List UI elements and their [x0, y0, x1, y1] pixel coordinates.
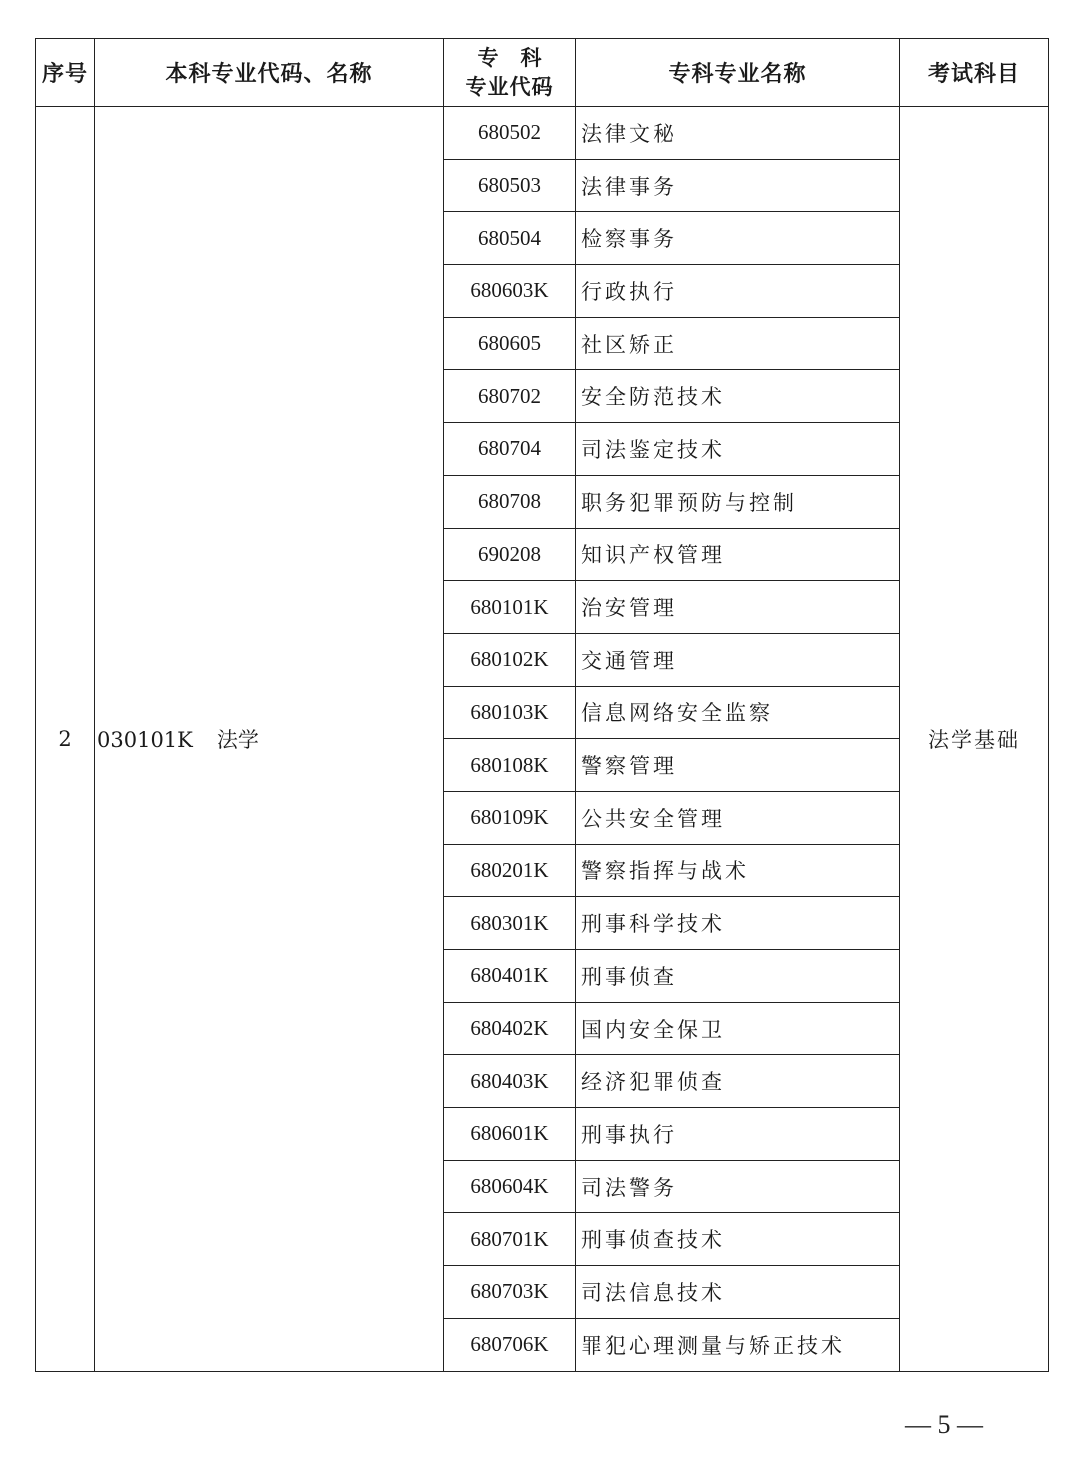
college-name-cell: 社区矫正 — [576, 317, 900, 370]
undergrad-major-code: 030101K — [97, 727, 193, 752]
header-college-name: 专科专业名称 — [576, 39, 900, 107]
college-code-cell: 680704 — [444, 423, 576, 476]
college-code-cell: 680201K — [444, 844, 576, 897]
college-code-cell: 680603K — [444, 265, 576, 318]
undergrad-major-name: 法学 — [216, 727, 259, 752]
college-name-cell: 知识产权管理 — [576, 528, 900, 581]
college-code-cell: 680702 — [444, 370, 576, 423]
header-college-code-line2: 专业代码 — [465, 74, 554, 99]
exam-subject-cell: 法学基础 — [900, 107, 1049, 1372]
college-code-cell: 680703K — [444, 1266, 576, 1319]
header-undergrad-major: 本科专业代码、名称 — [95, 39, 444, 107]
college-code-cell: 680301K — [444, 897, 576, 950]
college-name-cell: 国内安全保卫 — [576, 1002, 900, 1055]
college-code-cell: 690208 — [444, 528, 576, 581]
header-college-code-line1: 专科 — [477, 45, 564, 70]
college-name-cell: 法律事务 — [576, 159, 900, 212]
college-name-cell: 刑事侦查技术 — [576, 1213, 900, 1266]
header-exam-subject: 考试科目 — [900, 39, 1049, 107]
majors-table — [35, 38, 1049, 1372]
college-code-cell: 680701K — [444, 1213, 576, 1266]
college-name-cell: 治安管理 — [576, 581, 900, 634]
college-name-cell: 职务犯罪预防与控制 — [576, 475, 900, 528]
undergrad-major-cell — [95, 107, 444, 1372]
college-name-cell: 司法鉴定技术 — [576, 423, 900, 476]
college-code-cell: 680103K — [444, 686, 576, 739]
college-code-cell: 680108K — [444, 739, 576, 792]
page-number: — 5 — — [905, 1410, 983, 1439]
seq-cell: 2 — [36, 107, 95, 1372]
header-seq: 序号 — [36, 39, 95, 107]
college-code-cell: 680605 — [444, 317, 576, 370]
college-name-cell: 信息网络安全监察 — [576, 686, 900, 739]
college-name-cell: 刑事科学技术 — [576, 897, 900, 950]
college-name-cell: 司法信息技术 — [576, 1266, 900, 1319]
college-name-cell: 交通管理 — [576, 633, 900, 686]
college-name-cell: 刑事执行 — [576, 1108, 900, 1161]
college-code-cell: 680604K — [444, 1160, 576, 1213]
college-name-cell: 刑事侦查 — [576, 950, 900, 1003]
table-header — [36, 39, 1049, 107]
table-row — [36, 107, 1049, 160]
college-code-cell: 680502 — [444, 107, 576, 160]
college-code-cell: 680601K — [444, 1108, 576, 1161]
college-name-cell: 罪犯心理测量与矫正技术 — [576, 1318, 900, 1371]
header-college-code — [444, 39, 576, 107]
header-row — [36, 39, 1049, 107]
table-body — [36, 107, 1049, 1372]
college-name-cell: 安全防范技术 — [576, 370, 900, 423]
college-code-cell: 680109K — [444, 791, 576, 844]
college-code-cell: 680706K — [444, 1318, 576, 1371]
college-code-cell: 680504 — [444, 212, 576, 265]
college-code-cell: 680402K — [444, 1002, 576, 1055]
college-code-cell: 680708 — [444, 475, 576, 528]
college-code-cell: 680403K — [444, 1055, 576, 1108]
college-name-cell: 司法警务 — [576, 1160, 900, 1213]
college-name-cell: 法律文秘 — [576, 107, 900, 160]
college-name-cell: 行政执行 — [576, 265, 900, 318]
college-name-cell: 检察事务 — [576, 212, 900, 265]
college-name-cell: 警察管理 — [576, 739, 900, 792]
college-code-cell: 680401K — [444, 950, 576, 1003]
college-name-cell: 警察指挥与战术 — [576, 844, 900, 897]
college-name-cell: 公共安全管理 — [576, 791, 900, 844]
college-name-cell: 经济犯罪侦查 — [576, 1055, 900, 1108]
college-code-cell: 680101K — [444, 581, 576, 634]
college-code-cell: 680503 — [444, 159, 576, 212]
college-code-cell: 680102K — [444, 633, 576, 686]
